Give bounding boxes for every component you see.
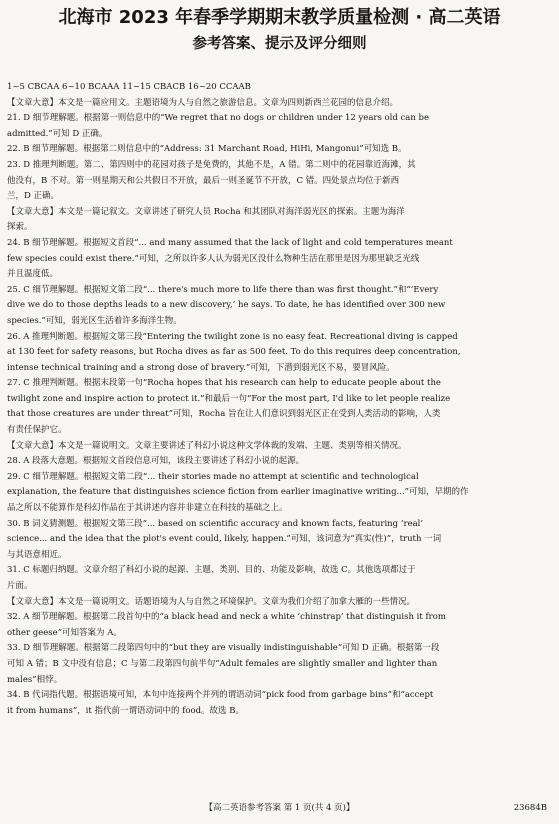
content-line: 24. B 细节理解题。根据短文首段“... and many assumed that the lack of light and cold temperatures meant [7, 237, 453, 248]
content-line: other geese”可知答案为 A。 [7, 627, 122, 638]
footer-page-label: 【高二英语参考答案 第 1 页(共 4 页)】 [204, 803, 355, 813]
document-title: 北海市 2023 年春季学期期末教学质量检测 · 高二英语 [58, 7, 501, 28]
content-line: science... and the idea that the plot's event could, likely, happen.”可知，该词意为“真实(性)”，truth 一词 [7, 534, 442, 545]
content-line: 品之所以不能算作是科幻作品在于其讲述内容并非建立在科技的基础之上。 [7, 503, 288, 514]
content-line: 25. C 细节理解题。根据短文第二段“... there's much more to life there than was first thought.”和“‘Every [7, 284, 439, 295]
content-line: admitted.”可知 D 正确。 [7, 128, 108, 139]
answer-content [7, 80, 552, 719]
content-line: 并且温度低。 [7, 269, 59, 280]
content-line: 【文章大意】本文是一篇记叙文。文章讲述了研究人员 Rocha 和其团队对海洋弱光区的探索。主题为海洋 [7, 206, 405, 217]
content-line: that those creatures are under threat”可知，Rocha 旨在让人们意识到弱光区正在受到人类活动的影响，人类 [7, 409, 441, 420]
content-line: 探索。 [7, 222, 33, 233]
content-line: 【文章大意】本文是一篇说明文。文章主要讲述了科幻小说这种文学体裁的发端、主题、类别等相关情况。 [7, 440, 407, 451]
content-line: 与其语意相近。 [7, 549, 67, 560]
content-line: 34. B 代词指代题。根据语境可知，本句中连接两个并列的谓语动词“pick food from garbage bins”和“accept [7, 690, 434, 701]
content-line: 32. A 细节理解题。根据第二段首句中的“a black head and neck a white ‘chinstrap’ that distinguish it from [7, 612, 446, 623]
content-line: 片面。 [7, 581, 33, 591]
content-line: intense technical training and a strong dose of bravery.”可知，下潜到弱光区不易，要冒风险。 [7, 362, 395, 373]
content-line: 30. B 词义猜测题。根据短文第三段“... based on scientific accuracy and known facts, featuring ‘real’ [7, 518, 424, 529]
content-line: 【文章大意】本文是一篇说明文。话题语境为人与自然之环境保护。文章为我们介绍了加拿大雁的一些情况。 [7, 596, 416, 607]
content-line: 可知 A 错；B 文中没有信息；C 与第二段第四句前半句“Adult females are slightly smaller and lighter than [7, 658, 438, 669]
content-line: 22. B 细节理解题。根据第二则信息中的“Address: 31 Marchant Road, HiHi, Mangonui”可知选 B。 [7, 144, 407, 155]
document-subtitle: 参考答案、提示及评分细则 [192, 36, 367, 52]
footer-code: 23684B [513, 803, 547, 813]
content-line: 29. C 细节理解题。根据短文第二段“... their stories made no attempt at scientific and technological [7, 471, 419, 482]
content-line: 21. D 细节理解题。根据第一则信息中的“We regret that no dogs or children under 12 years old can be [7, 113, 429, 124]
content-line: at 130 feet for safety reasons, but Rocha dives as far as 500 feet. To do this requires deep concentration, [7, 347, 461, 358]
content-line: explanation, the feature that distinguishes science fiction from earlier imaginative writing...”可知，早期的作 [7, 487, 469, 498]
content-line: 31. C 标题归纳题。文章介绍了科幻小说的起源、主题、类别、目的、功能及影响，故选 C。其他选项都过于 [7, 565, 416, 576]
content-line: 33. D 细节理解题。根据第二段第四句中的“but they are visually indistinguishable”可知 D 正确。根据第一段 [7, 643, 440, 654]
content-line: dive we do to those depths leads to a new discovery,’ he says. To date, he has identified over 300 new [7, 300, 446, 311]
content-line: few species could exist there.”可知，之所以许多人认为弱光区没什么物种生活在那里是因为那里缺乏光线 [7, 253, 420, 264]
content-line: 27. C 推理判断题。根据末段第一句“Rocha hopes that his research can help to educate people about the [7, 378, 441, 389]
content-line: 有责任保护它。 [7, 425, 67, 436]
content-line: 兰，D 正确。 [7, 191, 60, 202]
content-line: 28. A 段落大意题。根据短文首段信息可知，该段主要讲述了科幻小说的起源。 [7, 456, 305, 467]
content-line: 26. A 推理判断题。根据短文第三段“Entering the twilight zone is no easy feat. Recreational diving is capped [7, 331, 458, 342]
content-line: 他没有，B 不对。第一则星期天和公共假日不开放，最后一则圣诞节不开放，C 错。四处景点均位于新西 [7, 175, 400, 186]
content-line: males”相悖。 [7, 674, 63, 685]
content-line: 1~5 CBCAA 6~10 BCAAA 11~15 CBACB 16~20 CCAAB [7, 82, 251, 92]
content-line: it from humans”，it 指代前一谓语动词中的 food。故选 B。 [7, 705, 244, 716]
content-line: 【文章大意】本文是一篇应用文。主题语境为人与自然之旅游信息。文章为四则新西兰花园的信息介绍。 [7, 97, 399, 108]
page-footer [0, 800, 559, 816]
content-line: 23. D 推理判断题。第二、第四则中的花园对孩子是免费的，其他不是，A 错。第二则中的花园靠近海滩，其 [7, 159, 416, 170]
content-line: twilight zone and inspire action to protect it.”和最后一句“For the most part, I'd like to let people realize [7, 393, 451, 404]
content-line: species.”可知，弱光区生活着许多海洋生物。 [7, 315, 182, 326]
